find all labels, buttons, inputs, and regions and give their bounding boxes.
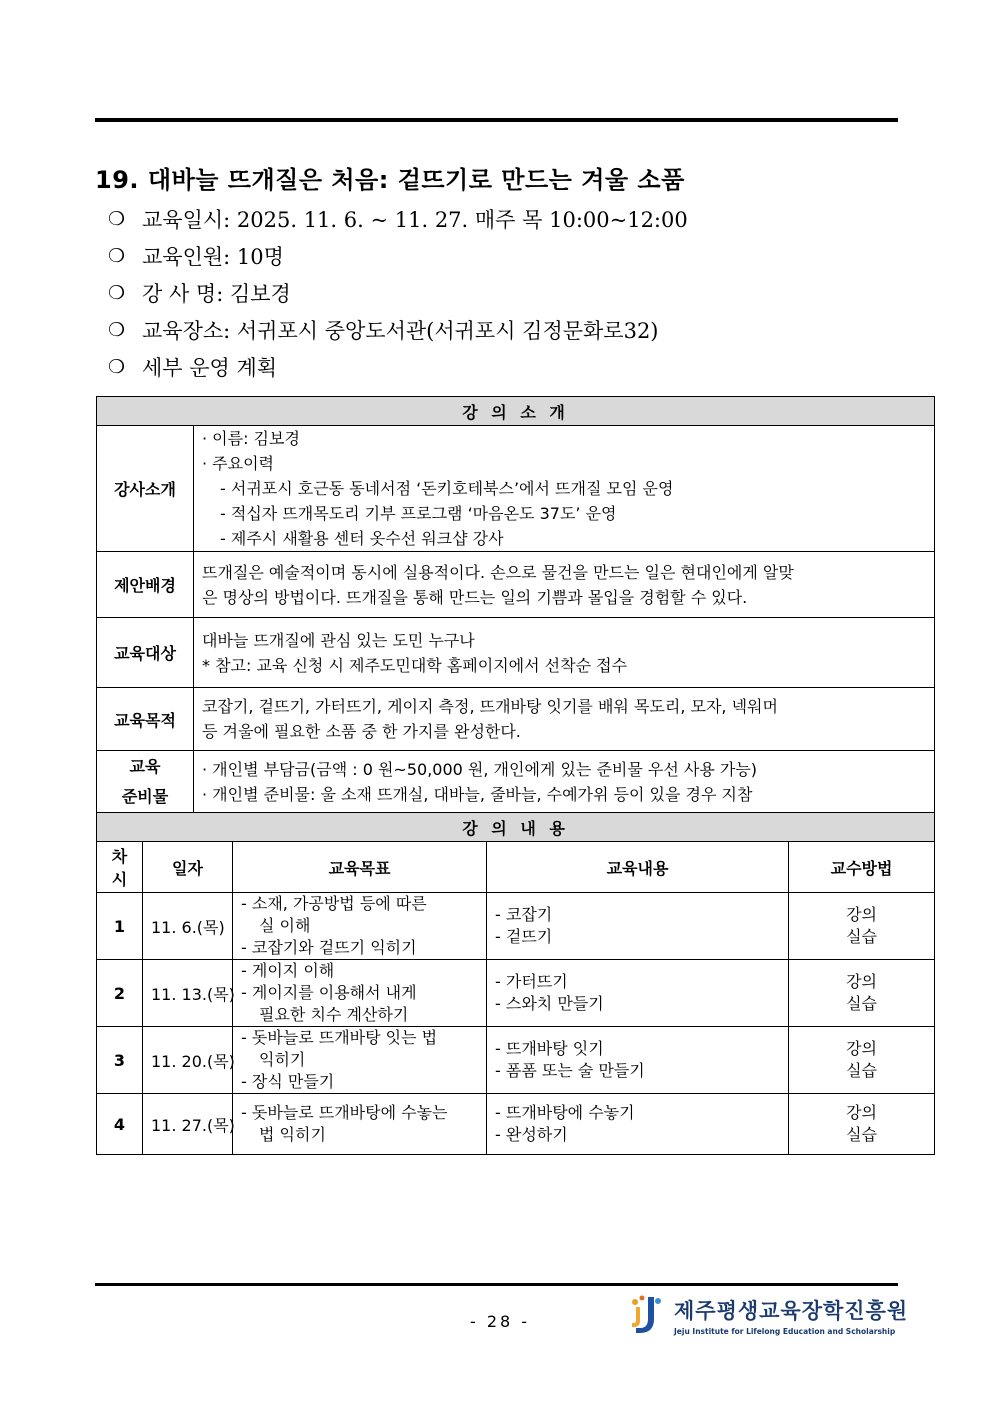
row-label: 교육대상 [97,618,194,688]
background-text: 뜨개질은 예술적이며 동시에 실용적이다. 손으로 물건을 만드는 일은 현대인에게 알맞 은 명상의 방법이다. 뜨개질을 통해 만드는 일의 기쁨과 몰입을 경험할 수 있다. [194,552,935,618]
column-header: 교수방법 [789,842,935,893]
session-goals: - 돗바늘로 뜨개바탕 잇는 법 익히기 - 장식 만들기 [233,1027,487,1094]
session-method: 강의 실습 [789,1027,935,1094]
session-goals: - 게이지 이해 - 게이지를 이용해서 내게 필요한 치수 계산하기 [233,960,487,1027]
row-label: 강사소개 [97,426,194,552]
session-method: 강의 실습 [789,960,935,1027]
lecture-plan-table [96,396,935,1155]
table-row [97,960,935,1027]
instructor-info: · 이름: 김보경 · 주요이력 - 서귀포시 호근동 동네서점 ‘돈키호테북스’에서 뜨개질 모임 운영 - 적십자 뜨개목도리 기부 프로그램 ‘마음온도 37도’ 운영 - 제주시 새활용 센터 옷수선 워크샵 강사 [194,426,935,552]
table-row [97,618,935,688]
org-name: 제주평생교육장학진흥원 [674,1298,909,1323]
session-goals: - 소재, 가공방법 등에 따른 실 이해 - 코잡기와 겉뜨기 익히기 [233,893,487,960]
session-contents: - 뜨개바탕에 수놓기 - 완성하기 [487,1094,789,1155]
row-label: 제안배경 [97,552,194,618]
circle-bullet-icon: ❍ [108,281,126,304]
session-number: 4 [97,1094,143,1155]
session-contents: - 코잡기 - 겉뜨기 [487,893,789,960]
section-header-content: 강 의 내 용 [97,813,935,842]
session-date: 11. 20.(목) [143,1027,233,1094]
session-date: 11. 6.(목) [143,893,233,960]
session-number: 2 [97,960,143,1027]
section-header-intro: 강 의 소 개 [97,397,935,426]
footer-rule [95,1283,898,1286]
list-item: ❍ 세부 운영 계획 [108,355,278,380]
table-row [97,426,935,552]
table-header-row [97,842,935,893]
session-date: 11. 13.(목) [143,960,233,1027]
row-label: 교육목적 [97,688,194,751]
list-item: ❍ 교육인원: 10명 [108,244,284,269]
session-date: 11. 27.(목) [143,1094,233,1155]
circle-bullet-icon: ❍ [108,355,126,378]
summary-list [108,200,688,385]
org-emblem-icon [626,1293,668,1337]
org-logo [626,1293,908,1337]
list-item: ❍ 강 사 명: 김보경 [108,281,291,306]
header-rule [95,118,898,122]
column-header: 차시 [97,842,143,893]
table-row [97,552,935,618]
page-number: - 28 - [470,1312,531,1331]
circle-bullet-icon: ❍ [108,207,126,230]
goal-text: 코잡기, 겉뜨기, 가터뜨기, 게이지 측정, 뜨개바탕 잇기를 배워 목도리, 모자, 넥워머 등 겨울에 필요한 소품 중 한 가지를 완성한다. [194,688,935,751]
target-text: 대바늘 뜨개질에 관심 있는 도민 누구나 * 참고: 교육 신청 시 제주도민대학 홈페이지에서 선착순 접수 [194,618,935,688]
org-subtitle: Jeju Institute for Lifelong Education and Scholarship [674,1326,896,1336]
list-item: ❍ 교육일시: 2025. 11. 6. ~ 11. 27. 매주 목 10:00~12:00 [108,207,688,232]
table-row [97,1094,935,1155]
session-number: 1 [97,893,143,960]
circle-bullet-icon: ❍ [108,244,126,267]
page-title: 19. 대바늘 뜨개질은 처음: 겉뜨기로 만드는 겨울 소품 [95,166,685,194]
circle-bullet-icon: ❍ [108,318,126,341]
column-header: 교육목표 [233,842,487,893]
session-method: 강의 실습 [789,1094,935,1155]
column-header: 교육내용 [487,842,789,893]
table-row [97,751,935,813]
session-contents: - 가터뜨기 - 스와치 만들기 [487,960,789,1027]
column-header: 일자 [143,842,233,893]
table-row [97,1027,935,1094]
materials-text: · 개인별 부담금(금액 : 0 원~50,000 원, 개인에게 있는 준비물 우선 사용 가능) · 개인별 준비물: 울 소재 뜨개실, 대바늘, 줄바늘, 수예가위 등이 있을 경우 지참 [194,751,935,813]
row-label: 교육 준비물 [97,751,194,813]
session-contents: - 뜨개바탕 잇기 - 폼폼 또는 술 만들기 [487,1027,789,1094]
table-row [97,688,935,751]
table-row [97,893,935,960]
session-goals: - 돗바늘로 뜨개바탕에 수놓는 법 익히기 [233,1094,487,1155]
session-number: 3 [97,1027,143,1094]
session-method: 강의 실습 [789,893,935,960]
list-item: ❍ 교육장소: 서귀포시 중앙도서관(서귀포시 김정문화로32) [108,318,659,343]
